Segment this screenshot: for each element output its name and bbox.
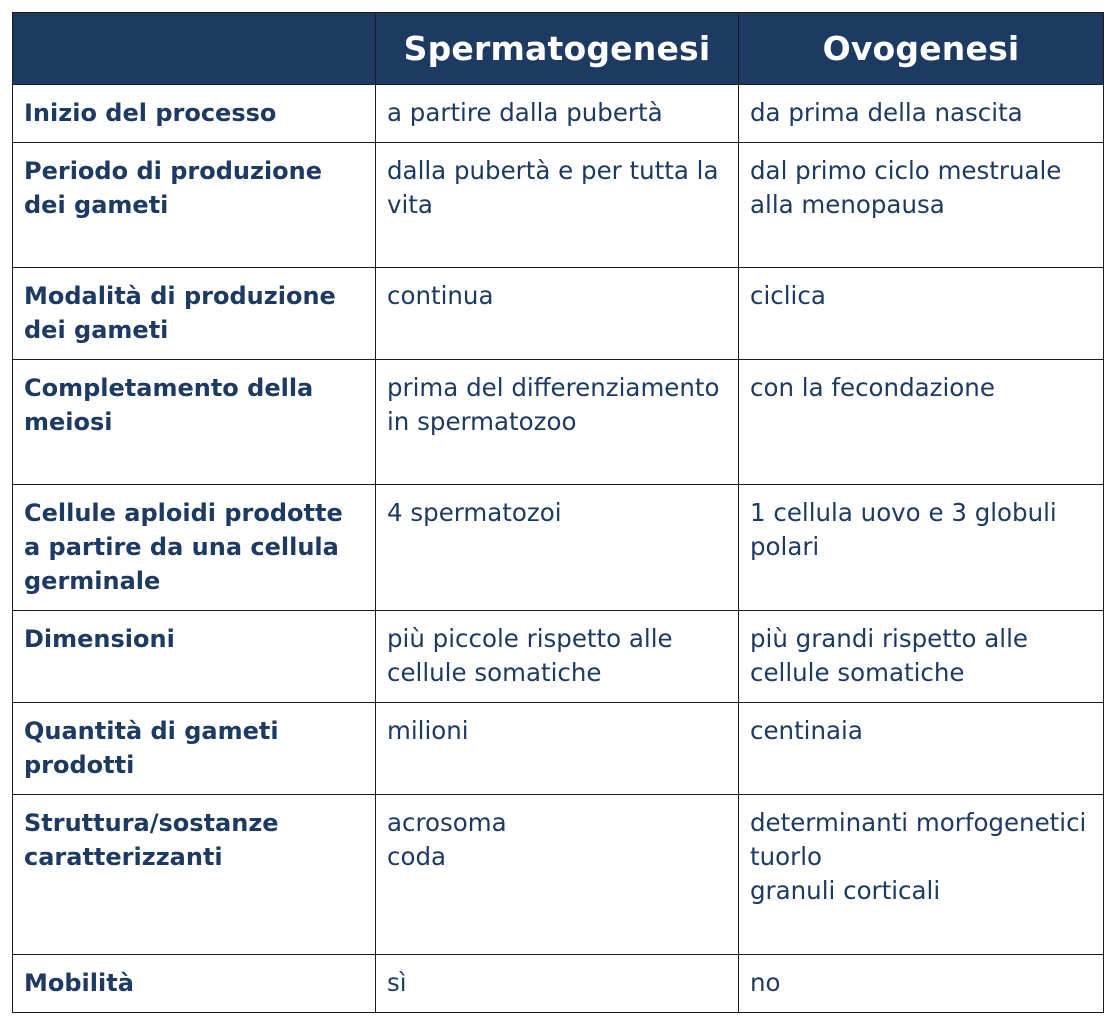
row-label: Periodo di produzione dei gameti (13, 143, 376, 268)
cell-text: no (750, 968, 781, 997)
header-corner-cell (13, 13, 376, 85)
spermatogenesi-cell (376, 703, 739, 795)
row-label: Mobilità (13, 955, 376, 1013)
cell-text: coda (387, 842, 447, 871)
table-body (13, 85, 1104, 1013)
cell-text: tuorlo (750, 842, 822, 871)
cell-text: a partire dalla pubertà (387, 98, 663, 127)
cell-text: centinaia (750, 716, 863, 745)
row-label: Modalità di produzione dei gameti (13, 268, 376, 360)
row-label: Inizio del processo (13, 85, 376, 143)
row-label: Struttura/sostanze caratterizzanti (13, 795, 376, 955)
spermatogenesi-cell (376, 143, 739, 268)
ovogenesi-cell (739, 143, 1104, 268)
header-spermatogenesi: Spermatogenesi (376, 13, 739, 85)
spermatogenesi-cell (376, 955, 739, 1013)
table-row (13, 85, 1104, 143)
cell-text: con la fecondazione (750, 373, 995, 402)
row-label: Dimensioni (13, 611, 376, 703)
spermatogenesi-cell (376, 268, 739, 360)
table-row (13, 360, 1104, 485)
header-ovogenesi: Ovogenesi (739, 13, 1104, 85)
cell-text: 4 spermatozoi (387, 498, 562, 527)
spermatogenesi-cell (376, 85, 739, 143)
table-row (13, 268, 1104, 360)
cell-text: dal primo ciclo mestruale alla menopausa (750, 156, 1062, 219)
table-row (13, 795, 1104, 955)
cell-text: granuli corticali (750, 876, 941, 905)
cell-text: da prima della nascita (750, 98, 1023, 127)
ovogenesi-cell (739, 360, 1104, 485)
cell-text: milioni (387, 716, 469, 745)
spermatogenesi-cell (376, 795, 739, 955)
spermatogenesi-cell (376, 611, 739, 703)
cell-text: più grandi rispetto alle cellule somatiche (750, 624, 1028, 687)
cell-text: acrosoma (387, 808, 507, 837)
row-label: Completamento della meiosi (13, 360, 376, 485)
cell-text: ciclica (750, 281, 826, 310)
ovogenesi-cell (739, 795, 1104, 955)
table-row (13, 703, 1104, 795)
row-label: Cellule aploidi prodotte a partire da una cellula germinale (13, 485, 376, 611)
spermatogenesi-cell (376, 485, 739, 611)
ovogenesi-cell (739, 485, 1104, 611)
comparison-table (12, 12, 1104, 1013)
cell-text: determinanti morfogenetici (750, 808, 1087, 837)
cell-text: 1 cellula uovo e 3 globuli polari (750, 498, 1057, 561)
ovogenesi-cell (739, 611, 1104, 703)
ovogenesi-cell (739, 703, 1104, 795)
cell-text: continua (387, 281, 494, 310)
ovogenesi-cell (739, 268, 1104, 360)
table-row (13, 611, 1104, 703)
table-row (13, 485, 1104, 611)
ovogenesi-cell (739, 955, 1104, 1013)
spermatogenesi-cell (376, 360, 739, 485)
row-label: Quantità di gameti prodotti (13, 703, 376, 795)
cell-text: sì (387, 968, 407, 997)
cell-text: dalla pubertà e per tutta la vita (387, 156, 719, 219)
ovogenesi-cell (739, 85, 1104, 143)
table-row (13, 955, 1104, 1013)
cell-text: prima del differenziamento in spermatozoo (387, 373, 720, 436)
header-row (13, 13, 1104, 85)
table-row (13, 143, 1104, 268)
cell-text: più piccole rispetto alle cellule somatiche (387, 624, 673, 687)
